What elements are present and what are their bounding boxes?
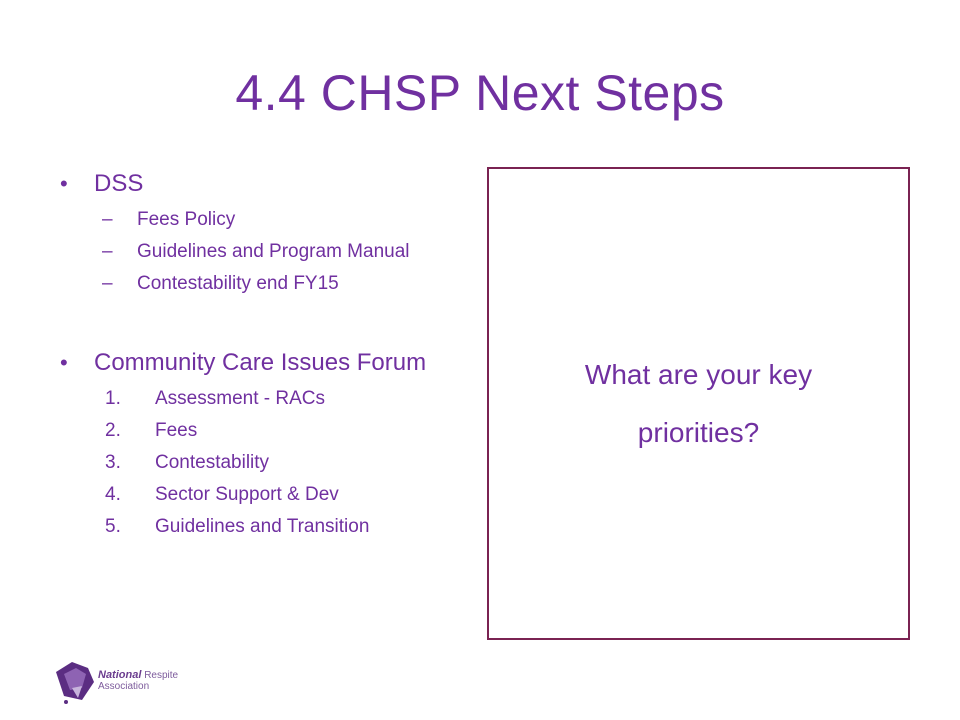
list-item-text: Contestability <box>155 452 270 473</box>
left-column <box>60 168 460 538</box>
dash-icon: – <box>102 273 113 294</box>
list-item-text: Guidelines and Transition <box>155 516 370 537</box>
list-item-text: Fees <box>155 420 198 441</box>
logo-text-respite: Respite <box>144 670 179 681</box>
list-item-text: Guidelines and Program Manual <box>137 241 410 262</box>
list-number: 4. <box>105 484 121 505</box>
priorities-box <box>487 167 910 640</box>
logo-text-association: Association <box>98 681 150 692</box>
list-number: 2. <box>105 420 121 441</box>
bullet-icon: • <box>60 350 68 375</box>
list-item <box>60 387 460 410</box>
list-item <box>60 208 460 231</box>
list-item <box>60 240 460 263</box>
list-item-text: Assessment - RACs <box>155 388 325 409</box>
dss-sublist <box>60 208 460 295</box>
logo-text <box>98 670 178 692</box>
national-respite-association-logo-icon <box>52 660 98 706</box>
bullet-dss-label: DSS <box>94 170 144 197</box>
list-number: 1. <box>105 388 121 409</box>
list-number: 3. <box>105 452 121 473</box>
bullet-dss <box>60 168 460 199</box>
list-item <box>60 419 460 442</box>
list-number: 5. <box>105 516 121 537</box>
priorities-question: What are your key priorities? <box>584 358 813 448</box>
list-item <box>60 272 460 295</box>
dash-icon: – <box>102 241 113 262</box>
slide-title: 4.4 CHSP Next Steps <box>235 65 725 121</box>
bullet-icon: • <box>60 171 68 196</box>
list-item <box>60 515 460 538</box>
logo-text-national: National <box>98 669 142 681</box>
list-item-text: Fees Policy <box>137 209 236 230</box>
list-item <box>60 483 460 506</box>
national-respite-association-logo <box>52 660 192 706</box>
list-item-text: Sector Support & Dev <box>155 484 339 505</box>
list-item-text: Contestability end FY15 <box>137 273 339 294</box>
bullet-forum-label: Community Care Issues Forum <box>94 349 427 376</box>
dash-icon: – <box>102 209 113 230</box>
bullet-forum <box>60 347 460 378</box>
forum-numbered-list <box>60 387 460 538</box>
list-item <box>60 451 460 474</box>
